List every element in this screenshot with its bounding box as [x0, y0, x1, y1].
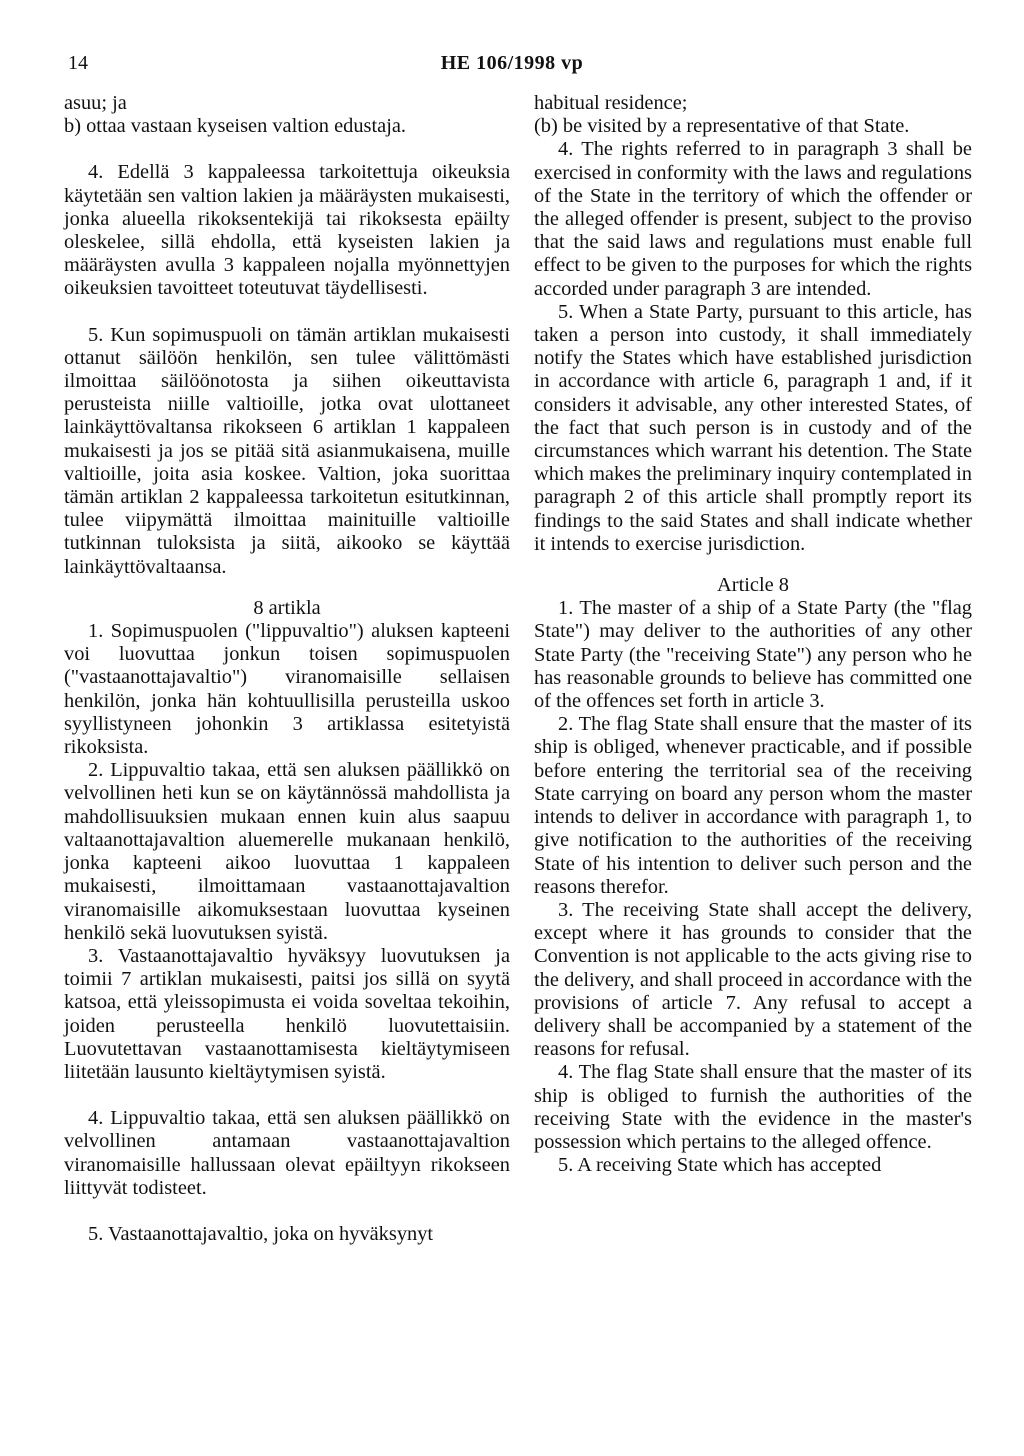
article-8-para-1-fi: 1. Sopimuspuolen ("lippuvaltio") aluksen kapteeni voi luovuttaa jonkun toisen sopimuspuolen ("vastaanottajavaltio") viranomaisille sellaisen henkilön, jonka hän kohtuullisilla perusteilla uskoo syyllistyneen johonkin 3 artiklassa esitetyistä rikoksista. [64, 620, 510, 759]
article-8-para-5-en: 5. A receiving State which has accepted [558, 1154, 882, 1177]
paragraph-custody-en: 5. When a State Party, pursuant to this article, has taken a person into custody, it shall immediately notify the States which have established jurisdiction in accordance with article 6, paragraph 1 and, if it considers it advisable, any other interested States, of the fact that such person is in custody and of the circumstances which warrant his detention. The State which makes the preliminary inquiry contemplated in paragraph 2 of this article shall promptly report its findings to the said States and shall indicate whether it intends to exercise jurisdiction. [534, 300, 972, 555]
article-8-para-4-fi: 4. Lippuvaltio takaa, että sen aluksen päällikkö on velvollinen antamaan vastaanottajavaltion viranomaisille hallussaan olevat epäiltyyn rikokseen liittyvät todisteet. [64, 1107, 510, 1199]
article-8-para-1-en: 1. The master of a ship of a State Party (the "flag State") may deliver to the authorities of any other State Party (the "receiving State") any person who he has reasonable grounds to believe has committed one of the offences set forth in article 3. [534, 597, 972, 713]
paragraph-custody-fi: 5. Kun sopimuspuoli on tämän artiklan mukaisesti ottanut säilöön henkilön, sen tulee välittömästi ilmoittaa säilöönotosta ja siihen oikeuttavista perusteista niille valtioille, jotka ovat ulottaneet lainkäyttövaltansa rikokseen 6 artiklan 1 kappaleen mukaisesti ja jos se pitää sitä asianmukaisena, muille valtioille, joita asia koskee. Valtion, joka suorittaa tämän artiklan 2 kappaleessa tarkoitetun esitutkinnan, tulee viipymättä ilmoittaa mainituille valtioille tutkinnan tuloksista ja siitä, aikooko se käyttää lainkäyttövaltaansa. [64, 323, 510, 578]
paragraph-residence-fi: asuu; ja [64, 92, 127, 114]
article-8-para-2-en: 2. The flag State shall ensure that the master of its ship is obliged, whenever practicable, and if possible before entering the territorial sea of the receiving State carrying on board any person whom the master intends to deliver in accordance with paragraph 1, to give notification to the authorities of the receiving State of his intention to deliver such person and the reasons therefor. [534, 713, 972, 898]
english-column [534, 92, 972, 1177]
article-8-para-5-fi: 5. Vastaanottajavaltio, joka on hyväksynyt [88, 1222, 434, 1245]
paragraph-visit-fi: b) ottaa vastaan kyseisen valtion edustaja. [64, 115, 407, 138]
page-header [0, 52, 1024, 82]
article-8-para-2-fi: 2. Lippuvaltio takaa, että sen aluksen päällikkö on velvollinen heti kun se on käytännössä mahdollista ja mahdollisuuksien mukaan ennen kuin alus saapuu valtaanottajavaltion aluemerelle mukanaan henkilö, jonka kapteeni aikoo luovuttaa 1 kappaleen mukaisesti, ilmoittamaan vastaanottajavaltion viranomaisille aikomuksestaan luovuttaa kyseinen henkilö sekä luovutuksen syistä. [64, 759, 510, 944]
paragraph-residence-en: habitual residence; [534, 92, 688, 114]
finnish-column [64, 92, 510, 1246]
article-8-para-4-en: 4. The flag State shall ensure that the master of its ship is obliged to furnish the authorities of the receiving State with the evidence in the master's possession which pertains to the alleged offence. [534, 1061, 972, 1153]
document-id: HE 106/1998 vp [440, 52, 584, 74]
paragraph-rights-en: 4. The rights referred to in paragraph 3 shall be exercised in conformity with the laws and regulations of the State in the territory of which the offender or the alleged offender is present, subject to the proviso that the said laws and regulations must enable full effect to be given to the purposes for which the rights accorded under paragraph 3 are intended. [534, 138, 972, 300]
article-heading-en: Article 8 [717, 574, 789, 597]
paragraph-visit-en: (b) be visited by a representative of that State. [534, 115, 910, 138]
article-8-para-3-fi: 3. Vastaanottajavaltio hyväksyy luovutuksen ja toimii 7 artiklan mukaisesti, paitsi jos sillä on syytä katsoa, että yleissopimusta ei voida soveltaa tekoihin, joiden perusteella henkilö luovutettaisiin. Luovutettavan vastaanottamisesta kieltäytymiseen liitetään lausunto kieltäytymisen syistä. [64, 944, 510, 1083]
article-8-para-3-en: 3. The receiving State shall accept the delivery, except where it has grounds to consider that the Convention is not applicable to the acts giving rise to the delivery, and shall proceed in accordance with the provisions of article 7. Any refusal to accept a delivery shall be accompanied by a statement of the reasons for refusal. [534, 898, 972, 1061]
paragraph-rights-fi: 4. Edellä 3 kappaleessa tarkoitettuja oikeuksia käytetään sen valtion lakien ja määräysten mukaisesti, jonka alueella rikoksentekijä tai rikoksesta epäilty oleskelee, sillä ehdolla, että kyseisten lakien ja määräysten avulla 3 kappaleen nojalla myönnettyjen oikeuksien tavoitteet toteutuvat täydellisesti. [64, 161, 510, 300]
page-number: 14 [68, 52, 88, 74]
article-heading-fi: 8 artikla [253, 596, 321, 619]
